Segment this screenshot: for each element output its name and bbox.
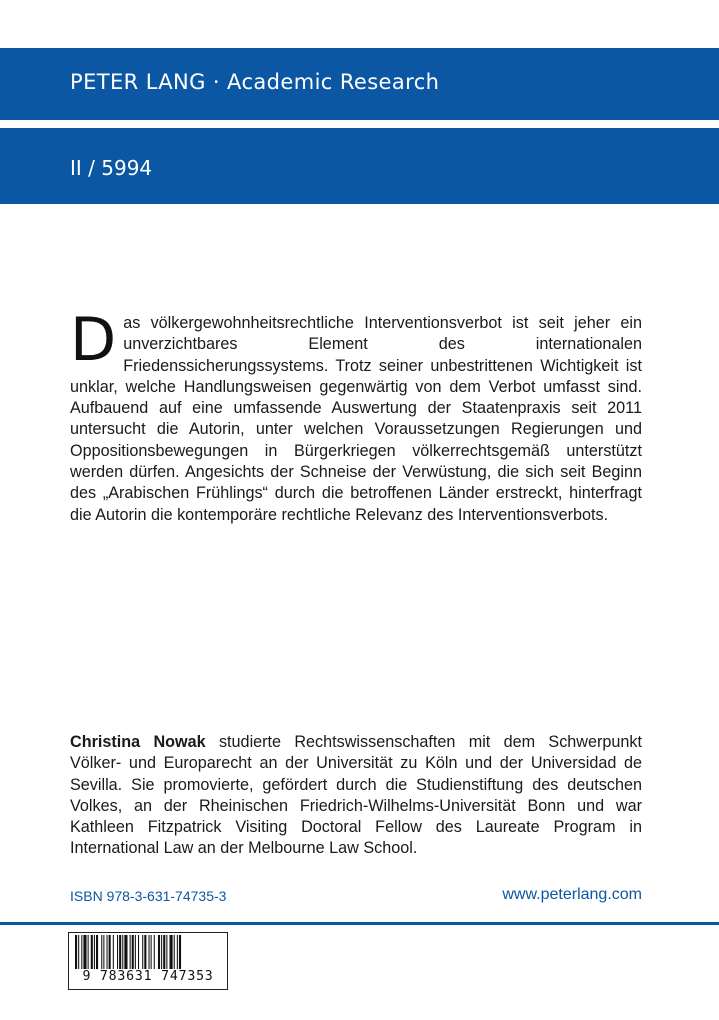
isbn-label: ISBN 978-3-631-74735-3 — [70, 888, 227, 904]
author-bio-text: studierte Rechtswissenschaften mit dem Schwerpunkt Völker- und Europarecht an der Universität zu Köln und der Universidad de Sevilla. Sie promovierte, gefördert durch die Studienstiftung des deutschen Volkes, an der Rheinischen Friedrich-Wilhelms-Universität Bonn und war Kathleen Fitzpatrick Visiting Doctoral Fellow des Laureate Program in International Law an der Melbourne Law School. — [70, 733, 642, 858]
barcode-bar — [117, 935, 118, 969]
barcode-bar — [158, 935, 160, 969]
barcode-bar — [161, 935, 162, 969]
barcode-bar — [138, 935, 139, 969]
barcode-bar — [91, 935, 93, 969]
barcode-bar — [113, 935, 114, 969]
barcode-bar — [122, 935, 123, 969]
barcode-bar — [174, 935, 175, 969]
blurb-text: as völkergewohnheitsrechtliche Interventionsverbot ist seit jeher ein unverzichtbares Element des internationalen Friedenssicherungssystems. Trotz seiner unbestrittenen Wichtigkeit ist unklar, welche Handlungsweisen gegenwärtig von dem Verbot umfasst sind. Aufbauend auf eine umfassende Auswertung der Staatenpraxis seit 2011 untersucht die Autorin, unter welchen Voraussetzungen Regierungen und Oppositionsbewegungen in Bürgerkriegen völkerrechtsgemäß unterstützt werden dürfen. Angesichts der Schneise der Verwüstung, die sich seit Beginn des „Arabischen Frühlings“ durch die betroffenen Länder erstreckt, hinterfragt die Autorin die kontemporäre rechtliche Relevanz des Interventionsverbots. — [70, 314, 642, 524]
barcode-bars — [75, 935, 221, 969]
series-number: II / 5994 — [70, 156, 153, 180]
series-header-band — [0, 48, 719, 120]
barcode-bar — [177, 935, 178, 969]
barcode-bar — [83, 935, 86, 969]
drop-cap: D — [70, 305, 117, 375]
barcode-bar — [124, 935, 127, 969]
barcode-bar — [107, 935, 108, 969]
barcode-bar — [144, 935, 146, 969]
publisher-website-link[interactable]: www.peterlang.com — [502, 886, 642, 903]
barcode-bar — [142, 935, 143, 969]
barcode-bar — [151, 935, 152, 969]
barcode-bar — [75, 935, 77, 969]
barcode-bar — [101, 935, 102, 969]
barcode-bar — [130, 935, 131, 969]
author-name: Christina Nowak — [70, 733, 206, 751]
barcode-bar — [78, 935, 79, 969]
barcode-bar — [119, 935, 121, 969]
barcode-bar — [88, 935, 89, 969]
footer-divider — [0, 922, 719, 925]
barcode-bar — [166, 935, 167, 969]
barcode-bar — [96, 935, 98, 969]
barcode-bar — [170, 935, 173, 969]
isbn-barcode — [68, 932, 228, 990]
barcode-bar — [103, 935, 104, 969]
barcode-bar — [179, 935, 181, 969]
barcode-bar — [109, 935, 111, 969]
series-title: PETER LANG · Academic Research — [70, 70, 440, 94]
barcode-digits: 9 783631 747353 — [82, 969, 214, 984]
series-number-band — [0, 128, 719, 204]
barcode-bar — [163, 935, 165, 969]
barcode-bar — [135, 935, 136, 969]
barcode-bar — [94, 935, 95, 969]
barcode-bar — [132, 935, 134, 969]
author-bio — [70, 732, 642, 860]
barcode-bar — [154, 935, 155, 969]
barcode-bar — [149, 935, 150, 969]
book-blurb — [70, 305, 642, 526]
barcode-bar — [81, 935, 82, 969]
